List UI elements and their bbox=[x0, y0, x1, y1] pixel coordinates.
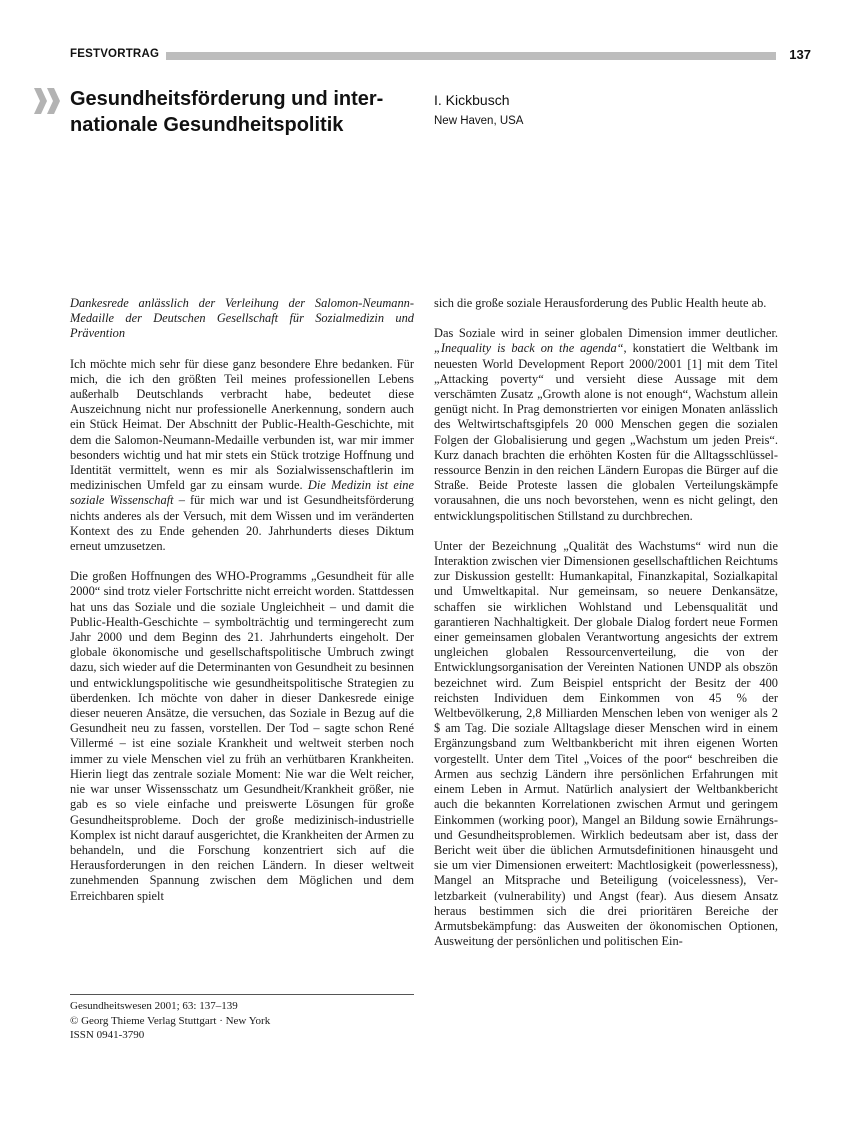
title-line-2: nationale Gesundheitspolitik bbox=[70, 114, 344, 136]
journal-citation: Gesundheitswesen 2001; 63: 137–139 bbox=[70, 1000, 238, 1012]
p1-text-a: Ich möchte mich sehr für diese ganz besondere Ehre bedanken. Für mich, die ich den größten Teil meines professionellen Lebens außerhalb Deutschlands verbracht habe, bedeutet diese Auszeichnung nicht nur professionelle Anerkennung, sondern auch ein Stück Heimat. Der Abschnitt der Public-Health-Geschichte, mit dem die Salomon-Neumann-Medaille verbunden ist, war mir immer besonders wichtig und hat mir stets ein Stück trotzige Hoffnung und Identität vermittelt, wenn es mir als Sozialwissenschaftlerin im medizinischen Umfeld gar zu einsam wurde. bbox=[70, 356, 414, 493]
r2-emphasis: „Inequality is back on the agenda“ bbox=[434, 341, 624, 356]
text-column-right bbox=[434, 296, 778, 964]
body-paragraph-4 bbox=[434, 326, 778, 524]
p1-emphasis: Die Medizin ist eine soziale Wissenschaft bbox=[70, 478, 414, 508]
title-line-1: Gesundheitsförderung und inter- bbox=[70, 88, 384, 110]
page-number: 137 bbox=[789, 47, 811, 62]
r2-text-a: Das Soziale wird in seiner globalen Dimension immer deutlicher. bbox=[434, 326, 778, 341]
body-paragraph-5: Unter der Bezeichnung „Qualität des Wachstums“ wird nun die Interaktion zwischen vier Dimensionen gesellschaftlichen Reichtums zur Diskussion gestellt: Humankapital, Finanzkapital, Sozialkapital und Umweltkapital. Nur gemeinsam, so neuere Denkansätze, schaffen sie wirklichen Wohlstand und Lebensqualität und garantieren Nachhaltigkeit. Der globale Dialog fordert neue Formen einer gemeinsamen globalen Verantwortung angesichts der extrem ungleichen globalen Ressourcenverteilung, die von der Entwicklungsorganisation der Vereinten Nationen UNDP als obszön bezeichnet wird. Zum Beispiel entspricht der Besitz der 400 reichsten Individuen dem Einkommen von 45 % der Weltbevölkerung, 2,8 Milliarden Menschen leben von weniger als 2 $ am Tag. Die soziale Alltagslage dieser Menschen wird in einem Ergänzungsband zum Weltbankbericht mit ihren eigenen Worten vorgestellt. Unter dem Titel „Voices of the poor“ beschreiben die Armen aus sechzig Ländern ihre persönlichen Erfahrungen mit einem Leben in Armut. Natürlich analysiert der Weltbankbericht auch die bekannten Korrelationen zwischen Armut und geringem Einkommen (working poor), Mangel an Bildung sowie Ernährungs- und Gesundheitsproblemen. Wirklich bedeutsam aber ist, dass der Bericht weit über die üblichen Armutsdefinitionen hinausgeht und sie um vier Dimensionen erweitert: Machtlosigkeit (powerlessness), Mangel an Mitsprache und Beteiligung (voicelessness), Verletzbarkeit (vulnerability) und Angst (fear). Aus diesem Ansatz heraus bestimmen sich die drei prioritären Bereiche der Armutsbekämpfung: das Ausweiten der ökonomischen Optionen, Ausweitung der persönlichen und politischen Ein- bbox=[434, 538, 778, 949]
r2-text-b: , konstatiert die Weltbank im neuesten World Development Report 2000/2001 [1] mit dem Titel „Attacking poverty“ und versieht diese Aussage mit dem verschämten Zusatz „Growth alone is not enough“, Wachstum allein genügt nicht. In Prag demonstrierten vor einigen Monaten anlässlich des Weltwirtschaftsgipfels 20 000 Menschen gegen die sozialen Folgen der Globalisierung und gegen „Wachstum um jeden Preis“. Kurz danach brachten die erhöhten Kosten für die Alltagsschlüsselressource Benzin in den reichen Ländern Europas die Bürger auf die Straße. Beide Proteste lassen die globalen Verteilungskämpfe vorausahnen, die uns noch bevorstehen, wenn es nicht gelingt, den entwicklungspolitischen Stillstand zu durchbrechen. bbox=[434, 341, 778, 523]
body-paragraph-2: Die großen Hoffnungen des WHO-Programms „Gesundheit für alle 2000“ sind trotz vieler Fortschritte nicht erreicht worden. Stattdessen hat uns das Soziale und die soziale Ungleichheit – und damit die Public-Health-Geschichte – symbolträchtig und termingerecht zum Jahr 2000 und dem Beginn des 21. Jahrhunderts eingeholt. Der globale ökonomische und gesellschaftspolitische Umbruch zwingt dazu, sich wieder auf die Determinanten von Gesundheit zu besinnen und entwicklungspolitische wie gesundheitspolitische Strategien zu überdenken. Ich möchte von daher in dieser Dankesrede einige dieser neueren Ansätze, die versuchen, das Soziale in Bezug auf die Gesundheit neu zu fassen, vorstellen. Der Tod – sagte schon René Villermé – ist eine soziale Krankheit und weltweit sterben noch immer zu viele Menschen viel zu früh an verhütbaren Krankheiten. Hierin liegt das zentrale soziale Moment: Nie war die Welt reicher, nie war unser Wissensschatz um Gesundheit/Krankheit größer, nie gab es so viele einfache und preiswerte Lösungen für große Gesundheitsprobleme. Doch der große medizinisch-industrielle Komplex ist nicht darauf ausgerichtet, die Krankheiten der Armen zu behandeln, und die Forschung konzentriert sich auf die Herausforderungen in den reichen Ländern. In dieser weltweit zunehmenden Spannung zwischen dem Möglichen und dem Erreichbaren spielt bbox=[70, 569, 414, 903]
header-rule-bar bbox=[166, 52, 776, 60]
body-paragraph-3: sich die große soziale Herausforderung des Public Health heute ab. bbox=[434, 296, 767, 310]
article-title bbox=[70, 86, 410, 138]
publisher-line: © Georg Thieme Verlag Stuttgart · New York bbox=[70, 1014, 271, 1027]
double-chevron-icon bbox=[34, 88, 62, 114]
section-label: FESTVORTRAG bbox=[70, 48, 160, 60]
intro-paragraph: Dankesrede anlässlich der Verleihung der Salomon-Neumann-Medaille der Deutschen Gesellschaft für Sozialmedizin und Prävention bbox=[70, 296, 414, 341]
running-header bbox=[70, 48, 811, 66]
author-affiliation: New Haven, USA bbox=[434, 115, 524, 127]
p1-text-b: – für mich war und ist Gesundheitsförderung nichts anderes als der Versuch, mit dem Wissen und im veränderten Kontext des zu Ende gehenden 20. Jahrhunderts dieses Diktum erneut umzusetzen. bbox=[70, 493, 414, 554]
issn-line: ISSN 0941-3790 bbox=[70, 1029, 145, 1041]
author-name: I. Kickbusch bbox=[434, 92, 510, 108]
text-column-left bbox=[70, 296, 414, 919]
body-paragraph-1 bbox=[70, 357, 414, 555]
citation-footnote bbox=[70, 994, 414, 1043]
